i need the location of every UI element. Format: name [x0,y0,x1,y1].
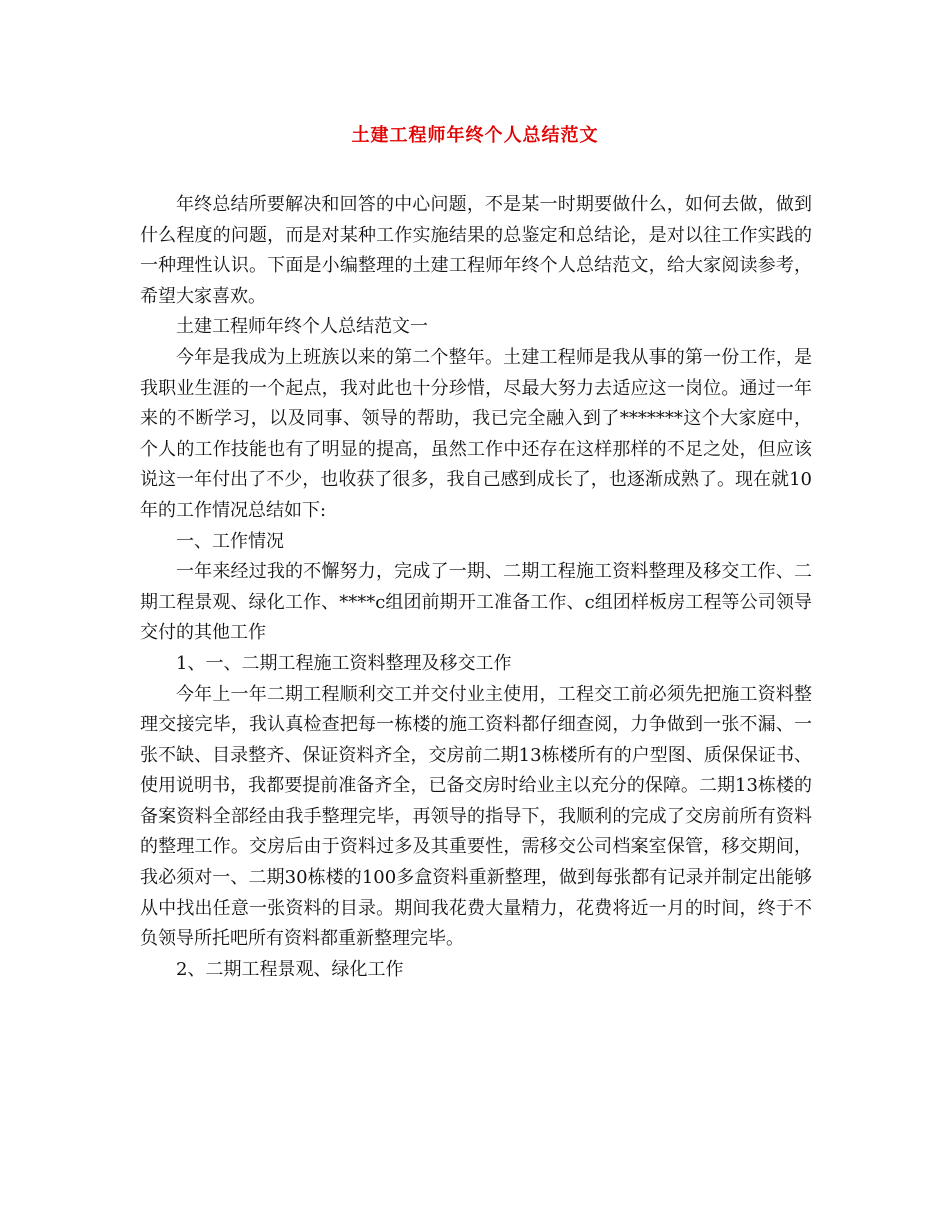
paragraph-subtitle-1: 土建工程师年终个人总结范文一 [176,316,428,338]
paragraph-opening: 今年是我成为上班族以来的第二个整年。土建工程师是我从事的第一份工作，是我职业生涯的一个起点，我对此也十分珍惜，尽最大努力去适应这一岗位。通过一年来的不断学习，以及同事、领导的帮助，我已完全融入到了*******这个大家庭中，个人的工作技能也有了明显的提高，虽然工作中还存在这样那样的不足之处，但应该说这一年付出了不少，也收获了很多，我自己感到成长了，也逐渐成熟了。现在就10年的工作情况总结如下: [140,346,812,521]
document-body [140,190,812,985]
paragraph-item-1-heading: 1、一、二期工程施工资料整理及移交工作 [176,652,512,674]
paragraph-work-overview: 一年来经过我的不懈努力，完成了一期、二期工程施工资料整理及移交工作、二期工程景观、绿化工作、****c组团前期开工准备工作、c组团样板房工程等公司领导交付的其他工作 [140,561,812,644]
paragraph-intro: 年终总结所要解决和回答的中心问题，不是某一时期要做什么，如何去做，做到什么程度的问题，而是对某种工作实施结果的总鉴定和总结论，是对以往工作实践的一种理性认识。下面是小编整理的土建工程师年终个人总结范文，给大家阅读参考，希望大家喜欢。 [140,194,812,307]
document-title: 土建工程师年终个人总结范文 [351,125,599,146]
paragraph-item-1-detail: 今年上一年二期工程顺利交工并交付业主使用，工程交工前必须先把施工资料整理交接完毕，我认真检查把每一栋楼的施工资料都仔细查阅，力争做到一张不漏、一张不缺、目录整齐、保证资料齐全，交房前二期13栋楼所有的户型图、质保保证书、使用说明书，我都要提前准备齐全，已备交房时给业主以充分的保障。二期13栋楼的备案资料全部经由我手整理完毕，再领导的指导下，我顺利的完成了交房前所有资料的整理工作。交房后由于资料过多及其重要性，需移交公司档案室保管，移交期间，我必须对一、二期30栋楼的100多盒资料重新整理，做到每张都有记录并制定出能够从中找出任意一张资料的目录。期间我花费大量精力，花费将近一月的时间，终于不负领导所托吧所有资料都重新整理完毕。 [140,683,812,950]
paragraph-section-heading: 一、工作情况 [176,530,284,552]
paragraph-item-2-heading: 2、二期工程景观、绿化工作 [176,958,404,980]
